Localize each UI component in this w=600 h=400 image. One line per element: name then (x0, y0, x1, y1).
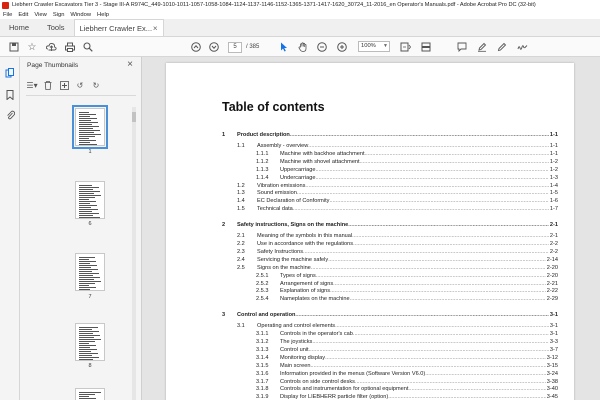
toc-entry-page: 3-1 (549, 331, 558, 338)
toc-entry[interactable] (222, 256, 558, 264)
toc-entry-page: 1-1 (549, 132, 558, 138)
thumbnail-text-line (79, 349, 97, 350)
toc-entry[interactable] (222, 295, 558, 303)
thumbnail-text-line (79, 112, 89, 113)
delete-icon[interactable] (42, 79, 54, 91)
toc-entry[interactable] (222, 272, 558, 280)
thumbnail-scrollbar[interactable] (132, 107, 136, 400)
toc-leader-dots (308, 142, 549, 150)
toc-entry-label: Meaning of the symbols in this manual (257, 233, 353, 240)
fill-sign-icon[interactable] (516, 41, 528, 53)
thumbnail-text-line (79, 339, 101, 340)
thumbnail-text-line (79, 136, 95, 137)
thumbnail-text-line (79, 283, 95, 284)
toc-entry-number: 1.1.1 (256, 150, 269, 157)
thumbnail-text-line (79, 327, 98, 328)
toc-entry-label: Assembly - overview (257, 143, 309, 149)
toc-entry-number: 2.5.2 (256, 280, 269, 287)
toc-leader-dots (333, 280, 546, 288)
thumbnail-text-line (79, 394, 95, 395)
thumbnail-text-line (79, 134, 101, 135)
toc-entry-page: 2-20 (546, 264, 558, 271)
toc-entry-label: Monitoring display (280, 354, 326, 361)
thumbnail-text-line (79, 333, 93, 334)
toc-entry-page: 2-20 (546, 272, 558, 279)
toc-entry[interactable] (222, 362, 558, 370)
attachment-icon[interactable] (4, 109, 16, 121)
thumbnail-text-line (79, 289, 90, 290)
toc-entry-page: 1-1 (549, 150, 558, 157)
toc-leader-dots (295, 311, 548, 319)
toc-entry-number: 2.5.1 (256, 272, 269, 279)
toc-entry-label: Technical data (257, 206, 293, 213)
thumbnail-text-line (79, 355, 92, 356)
toc-entry-page: 2-1 (549, 233, 558, 240)
thumbnail-text-line (79, 116, 90, 117)
toolbar (0, 37, 600, 57)
previous-page-icon[interactable] (190, 41, 202, 53)
page-thumbnail[interactable] (75, 181, 105, 219)
panel-title: Page Thumbnails (27, 62, 79, 69)
toc-entry-page: 3-24 (546, 370, 558, 377)
thumbnail-text-line (79, 197, 95, 198)
toc-entry-number: 3.1.8 (256, 386, 269, 393)
toc-entry-page: 2-2 (549, 248, 558, 255)
thumbnail-text-line (79, 353, 98, 354)
rotate-left-icon[interactable]: ↺ (76, 80, 84, 90)
print-icon[interactable] (64, 41, 76, 53)
thumbnail-text-line (79, 341, 95, 342)
scrollbar-thumb[interactable] (132, 112, 136, 122)
page-thumbnail[interactable] (75, 323, 105, 361)
toc-entry[interactable] (222, 240, 558, 248)
thumbnail-text-line (79, 271, 92, 272)
thumbnail-text-line (79, 130, 100, 131)
tab-bar (0, 19, 600, 37)
toc-entry[interactable] (222, 338, 558, 346)
toc-entry-number: 2.1 (237, 233, 245, 240)
toc-leader-dots (425, 370, 546, 378)
toc-entry-label: Information provided in the menus (Software Version V6.0) (280, 370, 426, 377)
toc-entry-page: 1-2 (549, 158, 558, 165)
thumbnail-label: 6 (88, 221, 92, 227)
toc-entry-number: 3.1.4 (256, 354, 269, 361)
toc-entry[interactable] (222, 182, 558, 190)
thumbnail-text-line (79, 199, 89, 200)
zoom-value: 100% (361, 43, 376, 49)
toc-entry-number: 3.1.9 (256, 394, 269, 400)
toc-leader-dots (325, 354, 546, 362)
toc-entry-label: Safety Instructions (257, 248, 304, 255)
thumbnail-text-line (79, 257, 95, 258)
toc-entry-page: 1-4 (549, 182, 558, 189)
thumbnail-text-line (79, 138, 89, 139)
toc-entry-number: 2.5.3 (256, 288, 269, 295)
toc-leader-dots (315, 174, 548, 182)
toc-entry[interactable] (222, 330, 558, 338)
thumbnail-text-line (79, 279, 94, 280)
toc-entry[interactable] (222, 354, 558, 362)
toc-entry[interactable] (222, 150, 558, 158)
close-icon[interactable]: × (127, 59, 133, 70)
toc-entry[interactable] (222, 166, 558, 174)
toc-entry-label: Controls in the operator's cab (280, 331, 353, 338)
toc-entry-page: 3-38 (546, 378, 558, 385)
toc-entry[interactable] (222, 393, 558, 400)
bookmark-star-icon[interactable]: ☆ (27, 41, 37, 53)
thumbnail-text-line (79, 357, 99, 358)
toc-entry-label: Use in accordance with the regulations (257, 241, 354, 247)
next-page-icon[interactable] (208, 41, 220, 53)
tab-document[interactable] (74, 19, 164, 36)
page-total: / 385 (246, 44, 260, 50)
toc-entry-page: 3-7 (549, 346, 558, 353)
menu-bar (0, 10, 600, 19)
thumbnail-text-line (79, 120, 91, 121)
page-number-input[interactable]: 5 (228, 42, 242, 53)
tab-home[interactable]: Home (9, 23, 30, 32)
toc-entry-page: 3-15 (546, 362, 558, 369)
toc-entry-page: 3-1 (549, 312, 558, 319)
thumbnail-text-line (79, 213, 99, 214)
window-title: Liebherr Crawler Excavators Tier 3 - Stage III-A R974C_449-1010-1011-1057-1058-1084-1124-1137-1146-1152-1365-1371-1417-1620_30724_11-2016_en Operator's Manuals.pdf - Adobe Acrobat Pro DC (32-bit) (12, 2, 536, 8)
toc-entry[interactable] (222, 189, 558, 197)
thumbnail-text-line (79, 343, 89, 344)
toc-entry[interactable] (222, 346, 558, 354)
thumbnail-text-line (79, 128, 93, 129)
toc-entry-number: 3.1.5 (256, 362, 269, 369)
toc-entry-number: 1.1.4 (256, 174, 269, 181)
toc-entry[interactable] (222, 280, 558, 288)
toc-leader-dots (309, 346, 549, 354)
toc-entry-label: EC Declaration of Conformity (257, 198, 330, 205)
thumbnail-text-line (79, 189, 93, 190)
toc-entry[interactable] (222, 385, 558, 393)
toc-entry-page: 3-12 (546, 354, 558, 361)
toc-entry-page: 2-21 (546, 280, 558, 287)
thumbnail-label: 8 (88, 363, 92, 369)
thumbnail-text-line (79, 259, 89, 260)
toc-entry[interactable] (222, 378, 558, 386)
toc-leader-dots (312, 338, 549, 346)
thumbnail-text-line (79, 359, 93, 360)
toc-entry-number: 2.5 (237, 264, 245, 271)
toc-entry-label: Vibration emissions (257, 182, 306, 189)
toc-entry-page: 1-2 (549, 166, 558, 173)
thumbnail-text-line (79, 193, 94, 194)
thumbnail-text-line (79, 209, 98, 210)
toc-entry-number: 2.3 (237, 248, 245, 255)
thumbnail-text-line (79, 347, 90, 348)
close-icon[interactable]: × (152, 23, 158, 33)
toc-entry[interactable] (222, 248, 558, 256)
toc-entry[interactable] (222, 264, 558, 272)
toc-entry-number: 1.1.3 (256, 166, 269, 173)
toc-entry-number: 1.5 (237, 206, 245, 213)
toc-leader-dots (316, 272, 546, 280)
toc-leader-dots (330, 287, 546, 295)
toc-entry[interactable] (222, 131, 558, 139)
page-thumbnail[interactable] (75, 253, 105, 291)
toc-leader-dots (353, 240, 549, 248)
page-thumbnail[interactable] (75, 108, 105, 146)
toc-entry-page: 2-2 (549, 241, 558, 247)
toc-entry-page: 3-1 (549, 323, 558, 330)
menu-sign[interactable]: Sign (52, 11, 65, 18)
insert-page-icon[interactable] (58, 79, 70, 91)
thumbnail-text-line (79, 335, 100, 336)
toc-entry-page: 3-40 (546, 386, 558, 393)
toc-entry[interactable] (222, 370, 558, 378)
toc-leader-dots (352, 232, 549, 240)
thumbnail-text-line (79, 201, 96, 202)
toc-entry-number: 3.1 (237, 323, 245, 330)
toc-entry-page: 2-22 (546, 288, 558, 295)
thumbnail-text-line (79, 211, 92, 212)
page-navigator (228, 41, 259, 53)
toc-entry-number: 2.2 (237, 241, 245, 247)
thumbnail-text-line (79, 277, 100, 278)
thumbnail-label: 7 (88, 294, 92, 300)
thumbnail-text-line (79, 207, 91, 208)
thumbnail-text-line (79, 185, 92, 186)
toc-leader-dots (328, 256, 546, 264)
thumbnail-text-line (79, 203, 90, 204)
toc-entry-number: 1.1 (237, 143, 245, 149)
thumbnail-text-line (79, 215, 93, 216)
thumbnail-text-line (79, 345, 96, 346)
thumbnail-text-line (79, 124, 92, 125)
toc-entry-label: Main screen (280, 362, 311, 369)
toc-entry-page: 2-29 (546, 296, 558, 303)
toc-entry-label: Machine with shovel attachment (280, 158, 360, 165)
toc-leader-dots (360, 158, 549, 166)
thumbnail-text-line (79, 281, 101, 282)
thumbnail-text-line (79, 118, 97, 119)
zoom-select[interactable] (358, 41, 390, 52)
tab-document-label: Liebherr Crawler Ex... (79, 23, 153, 33)
toc-entry-number: 1 (222, 132, 226, 138)
thumbnail-text-line (79, 273, 99, 274)
search-icon[interactable] (82, 41, 94, 53)
menu-edit[interactable]: Edit (18, 11, 29, 18)
toc-entry-number: 3.1.1 (256, 331, 269, 338)
toc-entry-label: Types of signs (280, 272, 316, 279)
toc-entry-label: Machine with backhoe attachment (280, 150, 365, 157)
thumbnail-text-line (79, 396, 89, 397)
toc-entry-number: 1.2 (237, 182, 245, 189)
zoom-out-icon[interactable] (316, 41, 328, 53)
toc-entry[interactable] (222, 142, 558, 150)
toc-entry[interactable] (222, 197, 558, 205)
menu-view[interactable]: View (34, 11, 47, 18)
thumbnail-text-line (79, 331, 99, 332)
toc-entry-number: 1.1.2 (256, 158, 269, 165)
thumbnail-text-line (79, 140, 96, 141)
toc-entry-label: Control and operation (237, 312, 296, 319)
toc-leader-dots (315, 166, 548, 174)
chevron-down-icon: ▼ (383, 43, 388, 49)
toc-entry[interactable] (222, 205, 558, 213)
comment-icon[interactable] (456, 41, 468, 53)
thumbnail-text-line (79, 267, 91, 268)
thumbnail-text-line (79, 142, 90, 143)
toc-entry-page: 1-3 (549, 174, 558, 181)
toc-entry[interactable] (222, 311, 558, 319)
toc-entry-label: Explanation of signs (280, 288, 331, 295)
toc-entry-page: 3-3 (549, 339, 558, 345)
toc-entry-label: Servicing the machine safely (257, 256, 329, 263)
thumbnail-text-line (79, 261, 96, 262)
toc-entry-page: 3-45 (546, 394, 558, 400)
save-icon[interactable] (8, 41, 20, 53)
toc-entry-label: Uppercarriage (280, 166, 316, 173)
toc-leader-dots (293, 205, 549, 213)
toc-leader-dots (348, 221, 549, 229)
toc-entry-page: 1-7 (549, 206, 558, 213)
thumbnail-text-line (79, 263, 90, 264)
toc-entry-number: 3.1.3 (256, 346, 269, 353)
toc-entry-label: Sound emission (257, 190, 297, 197)
toc-entry-label: Display for LIEBHERR particle filter (option) (280, 394, 389, 400)
thumbnail-text-line (79, 287, 96, 288)
toc-entry-page: 1-6 (549, 198, 558, 205)
toc-leader-dots (310, 362, 545, 370)
toc-entry-number: 2.5.4 (256, 296, 269, 303)
toc-entry[interactable] (222, 158, 558, 166)
toc-entry-number: 3.1.6 (256, 370, 269, 377)
toc-entry-page: 1-5 (549, 190, 558, 197)
toc-entry-label: Undercarriage (280, 174, 316, 181)
hand-tool-icon[interactable] (297, 41, 309, 53)
toc-leader-dots (329, 197, 548, 205)
select-cursor-icon[interactable] (278, 41, 290, 53)
thumbnail-text-line (79, 126, 99, 127)
toc-leader-dots (388, 393, 546, 400)
toc-entry-label: The joysticks (280, 339, 313, 345)
toc-entry-label: Arrangement of signs (280, 280, 334, 287)
upload-icon[interactable] (45, 41, 57, 53)
toc-leader-dots (297, 189, 549, 197)
toc-leader-dots (350, 295, 546, 303)
toc-leader-dots (353, 330, 549, 338)
acrobat-icon (2, 2, 9, 9)
toc-entry-page: 2-14 (546, 256, 558, 263)
toc-leader-dots (365, 150, 549, 158)
toc-entry[interactable] (222, 174, 558, 182)
thumbnail-text-line (79, 275, 93, 276)
thumbnail-text-line (79, 329, 92, 330)
rotate-right-icon[interactable]: ↻ (92, 80, 100, 90)
toc-entry-label: Control unit (280, 346, 309, 353)
title-bar (0, 0, 600, 10)
toc-entry-label: Safety instructions, Signs on the machine (237, 222, 349, 229)
toc-entry[interactable] (222, 287, 558, 295)
thumbnail-text-line (79, 337, 94, 338)
toc-entry-number: 3.1.2 (256, 339, 269, 345)
toc-leader-dots (290, 131, 549, 139)
thumbnail-text-line (79, 144, 97, 145)
toc-leader-dots (335, 322, 549, 330)
toc-leader-dots (305, 182, 549, 190)
thumbnail-label: 1 (88, 149, 92, 155)
page-thumbnails-icon[interactable] (4, 67, 16, 79)
thumbnails-panel (20, 57, 142, 400)
toc-entry-label: Operating and control elements (257, 323, 336, 330)
menu-file[interactable]: File (3, 11, 13, 18)
toc-leader-dots (408, 385, 545, 393)
toc-leader-dots (355, 378, 546, 386)
bookmark-icon[interactable] (4, 89, 16, 101)
toc-entry-number: 3.1.7 (256, 378, 269, 385)
toc-entry-number: 1.3 (237, 190, 245, 197)
pdf-page (166, 63, 574, 400)
toc-leader-dots (311, 264, 546, 272)
toc-entry[interactable] (222, 322, 558, 330)
page-title: Table of contents (222, 100, 325, 114)
thumbnail-text-line (79, 217, 100, 218)
toc-entry-label: Nameplates on the machine (280, 296, 350, 303)
thumbnail-text-line (79, 285, 89, 286)
thumbnail-text-line (79, 265, 97, 266)
thumbnail-text-line (79, 187, 99, 188)
thumbnail-text-line (79, 122, 98, 123)
toc-entry-label: Product description (237, 132, 290, 138)
thumbnail-text-line (79, 195, 101, 196)
toc-entry-number: 2 (222, 222, 226, 229)
toc-entry-number: 1.4 (237, 198, 245, 205)
toc-entry-page: 1-1 (549, 143, 558, 149)
options-menu-icon[interactable]: ☰▾ (26, 80, 38, 90)
divider (26, 95, 136, 96)
menu-help[interactable]: Help (97, 11, 109, 18)
fit-page-icon[interactable] (399, 41, 411, 53)
toc-entry[interactable] (222, 232, 558, 240)
document-viewer[interactable] (142, 57, 600, 400)
zoom-in-icon[interactable] (336, 41, 348, 53)
scroll-mode-icon[interactable] (420, 41, 432, 53)
thumbnail-text-line (79, 392, 101, 393)
thumbnail-text-line (79, 132, 94, 133)
navigation-rail (0, 57, 20, 400)
toc-entry-number: 2.4 (237, 256, 245, 263)
tab-tools[interactable]: Tools (47, 23, 65, 32)
thumbnail-text-line (79, 205, 97, 206)
page-thumbnail[interactable] (75, 388, 105, 400)
toc-entry-label: Controls on side control desks (280, 378, 355, 385)
toc-entry-number: 3 (222, 312, 226, 319)
toc-entry-page: 2-1 (549, 222, 558, 229)
toc-leader-dots (303, 248, 549, 256)
thumbnail-text-line (79, 398, 96, 399)
toc-entry-label: Controls and instrumentation for optional equipment (280, 386, 409, 393)
thumbnail-text-line (79, 114, 96, 115)
thumbnail-text-line (79, 191, 100, 192)
draw-pencil-icon[interactable] (496, 41, 508, 53)
highlight-pen-icon[interactable] (476, 41, 488, 53)
thumbnail-text-line (79, 351, 91, 352)
menu-window[interactable]: Window (70, 11, 92, 18)
panel-toolbar (26, 79, 102, 91)
thumbnail-text-line (79, 269, 98, 270)
toc-entry[interactable] (222, 221, 558, 229)
toc-entry-label: Signs on the machine (257, 264, 311, 271)
